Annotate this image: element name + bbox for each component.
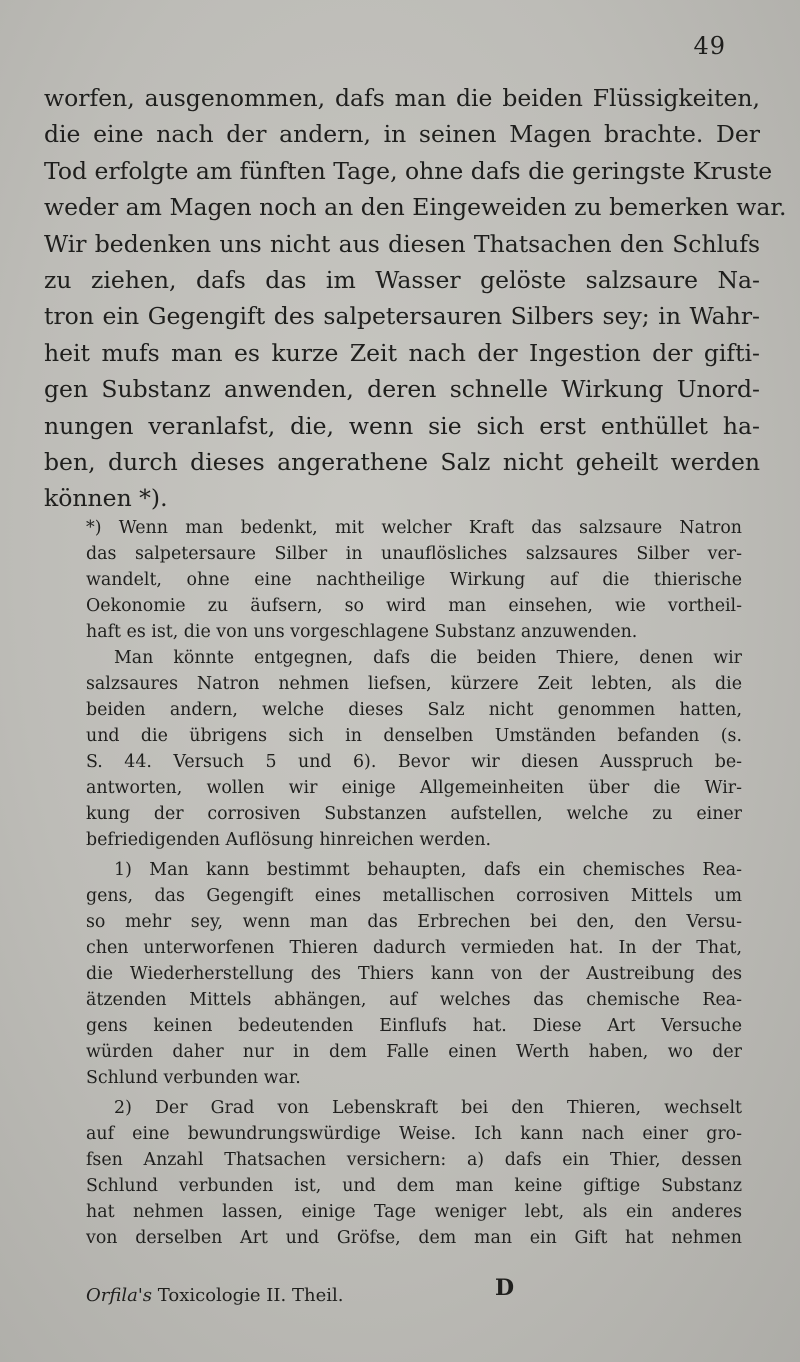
footnote-line: S. 44. Versuch 5 und 6). Bevor wir diesen Ausspruch be-	[86, 752, 742, 772]
footnote-paragraph	[86, 1095, 742, 1251]
footnote-line: Man könnte entgegnen, dafs die beiden Thiere, denen wir	[114, 648, 742, 668]
footnote-line: beiden andern, welche dieses Salz nicht genommen hatten,	[86, 700, 742, 720]
footnote-line: gens, das Gegengift eines metallischen corrosiven Mittels um	[86, 886, 742, 906]
footnote-paragraph	[86, 515, 742, 645]
footnote-line: das salpetersaure Silber in unauflösliches salzsaures Silber ver-	[86, 544, 742, 564]
text-line: heit mufs man es kurze Zeit nach der Ingestion der gifti-	[44, 338, 760, 367]
text-line: tron ein Gegengift des salpetersauren Silbers sey; in Wahr-	[44, 302, 760, 331]
main-text	[44, 80, 787, 517]
footnote-line: so mehr sey, wenn man das Erbrechen bei den, den Versu-	[86, 912, 742, 932]
footnote-line: *) Wenn man bedenkt, mit welcher Kraft das salzsaure Natron	[86, 518, 742, 538]
footnote-line: 2) Der Grad von Lebenskraft bei den Thieren, wechselt	[114, 1098, 742, 1118]
text-line: weder am Magen noch an den Eingeweiden zu bemerken war.	[44, 193, 787, 222]
footnote-line: die Wiederherstellung des Thiers kann von der Austreibung des	[86, 964, 742, 984]
footnote-line: befriedigenden Auflösung hinreichen werden.	[86, 830, 492, 850]
text-line: ben, durch dieses angerathene Salz nicht geheilt werden	[44, 448, 760, 477]
signature-mark: D	[495, 1275, 515, 1301]
footnote-paragraph	[86, 645, 742, 853]
footnote-line: 1) Man kann bestimmt behaupten, dafs ein chemisches Rea-	[114, 860, 742, 880]
text-line: können *).	[44, 484, 168, 513]
footnote-line: chen unterworfenen Thieren dadurch vermieden hat. In der That,	[86, 938, 742, 958]
footnote-line: würden daher nur in dem Falle einen Werth haben, wo der	[86, 1042, 742, 1062]
footnote-line: Schlund verbunden war.	[86, 1068, 301, 1088]
text-line: die eine nach der andern, in seinen Magen brachte. Der	[44, 120, 760, 149]
footnote-line: Schlund verbunden ist, und dem man keine giftige Substanz	[86, 1176, 742, 1196]
footnote-line: auf eine bewundrungswürdige Weise. Ich kann nach einer gro-	[86, 1124, 742, 1144]
footnote-line: fsen Anzahl Thatsachen versichern: a) dafs ein Thier, dessen	[86, 1150, 742, 1170]
footnote-line: gens keinen bedeutenden Einflufs hat. Diese Art Versuche	[86, 1016, 742, 1036]
footnote-line: von derselben Art und Gröfse, dem man ein Gift hat nehmen	[86, 1228, 742, 1248]
text-line: Tod erfolgte am fünften Tage, ohne dafs die geringste Kruste	[44, 156, 773, 185]
footnote-line: Oekonomie zu äufsern, so wird man einsehen, wie vortheil-	[86, 596, 742, 616]
footer-title: Toxicologie II. Theil.	[157, 1285, 344, 1306]
running-footer	[86, 1285, 343, 1306]
text-line: zu ziehen, dafs das im Wasser gelöste salzsaure Na-	[44, 266, 760, 295]
footnote-line: salzsaures Natron nehmen liefsen, kürzere Zeit lebten, als die	[86, 674, 742, 694]
page-number: 49	[693, 32, 726, 60]
footnote-line: wandelt, ohne eine nachtheilige Wirkung auf die thierische	[86, 570, 742, 590]
footnote-line: hat nehmen lassen, einige Tage weniger lebt, als ein anderes	[86, 1202, 742, 1222]
text-line: worfen, ausgenommen, dafs man die beiden Flüssigkeiten,	[44, 84, 760, 112]
footnote-line: ätzenden Mittels abhängen, auf welches das chemische Rea-	[86, 990, 742, 1010]
text-line: gen Substanz anwenden, deren schnelle Wirkung Unord-	[44, 375, 760, 404]
footer-author: Orfila's	[86, 1285, 153, 1306]
text-line: nungen veranlafst, die, wenn sie sich erst enthüllet ha-	[44, 411, 760, 440]
footnote-line: und die übrigens sich in denselben Umständen befanden (s.	[86, 726, 742, 746]
footnote-line: antworten, wollen wir einige Allgemeinheiten über die Wir-	[86, 778, 742, 798]
footnote-line: haft es ist, die von uns vorgeschlagene Substanz anzuwenden.	[86, 622, 638, 642]
text-line: Wir bedenken uns nicht aus diesen Thatsachen den Schlufs	[44, 229, 760, 258]
footnote-paragraph	[86, 857, 742, 1091]
footnote-line: kung der corrosiven Substanzen aufstellen, welche zu einer	[86, 804, 742, 824]
footnotes	[86, 515, 742, 1251]
